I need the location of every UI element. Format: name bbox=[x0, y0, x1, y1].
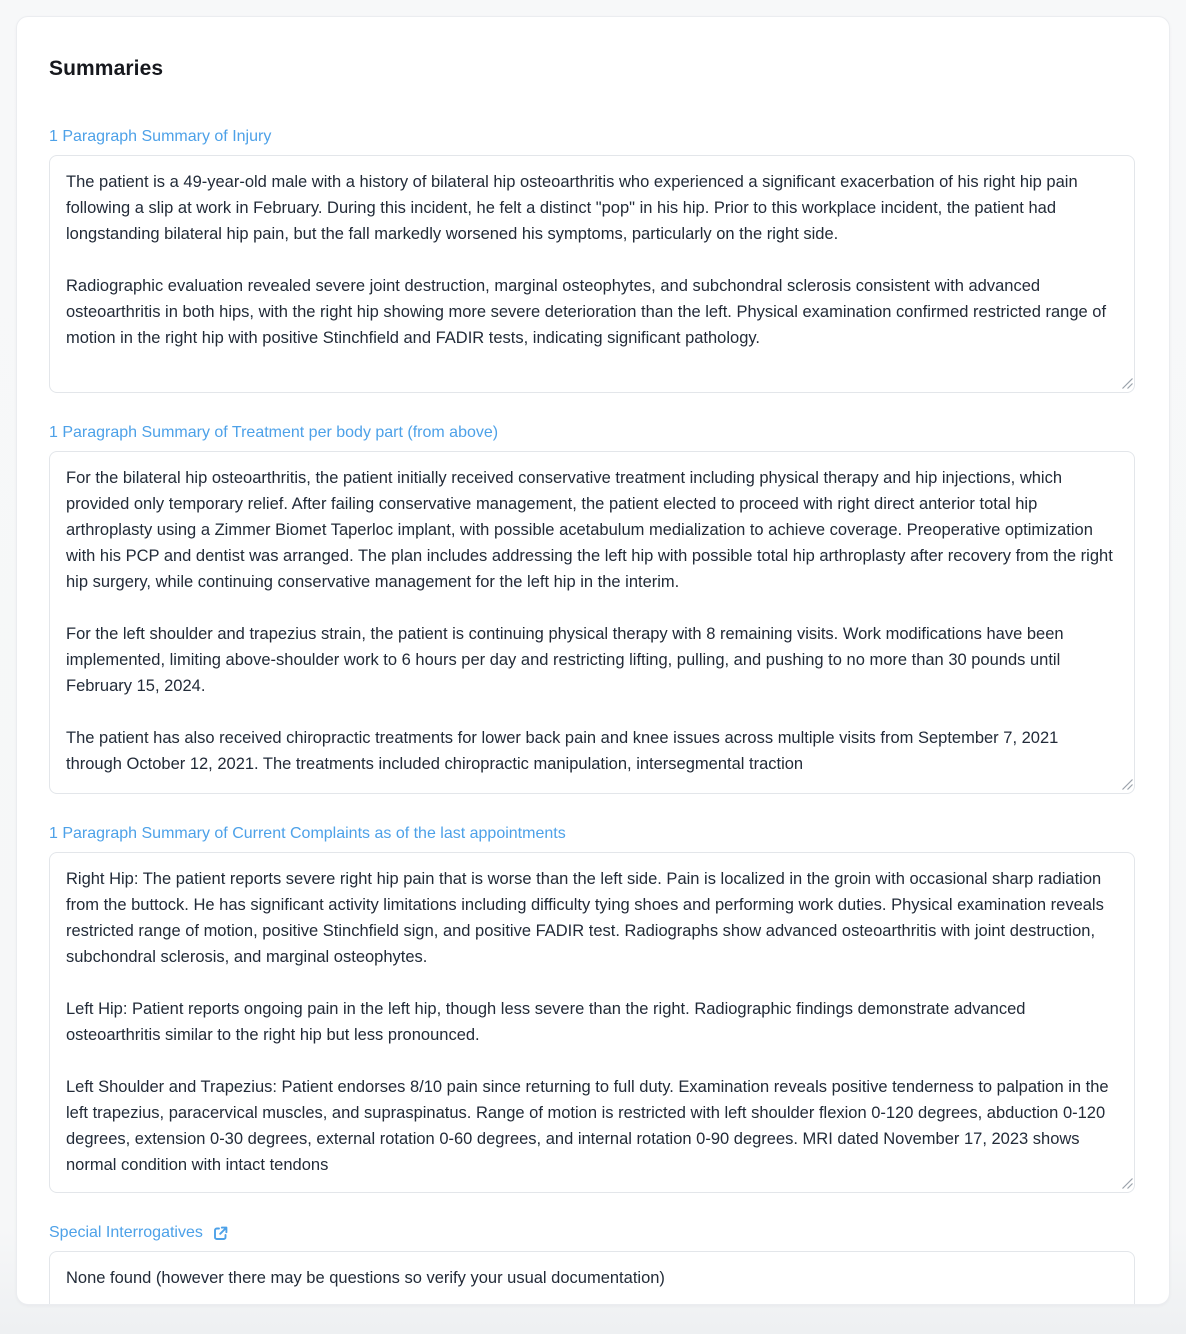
special-interrogatives-label bbox=[49, 1223, 1137, 1243]
external-link-icon[interactable] bbox=[212, 1225, 229, 1242]
special-interrogatives-label-text: Special Interrogatives bbox=[49, 1224, 203, 1241]
special-interrogatives-textarea[interactable] bbox=[49, 1251, 1135, 1305]
injury-summary-field-wrap bbox=[49, 155, 1137, 393]
injury-summary-label-text: 1 Paragraph Summary of Injury bbox=[49, 128, 272, 145]
treatment-summary-textarea[interactable] bbox=[49, 451, 1135, 794]
injury-summary-textarea[interactable] bbox=[49, 155, 1135, 393]
treatment-summary-label bbox=[49, 423, 1137, 443]
current-complaints-label bbox=[49, 824, 1137, 844]
current-complaints-textarea[interactable] bbox=[49, 852, 1135, 1193]
current-complaints-label-text: 1 Paragraph Summary of Current Complaints as of the last appointments bbox=[49, 825, 566, 842]
injury-summary-label bbox=[49, 127, 1137, 147]
special-interrogatives-field-wrap bbox=[49, 1251, 1137, 1305]
summaries-card bbox=[16, 16, 1170, 1305]
treatment-summary-label-text: 1 Paragraph Summary of Treatment per body part (from above) bbox=[49, 424, 499, 441]
treatment-summary-field-wrap bbox=[49, 451, 1137, 794]
page-title: Summaries bbox=[49, 57, 164, 80]
current-complaints-field-wrap bbox=[49, 852, 1137, 1193]
